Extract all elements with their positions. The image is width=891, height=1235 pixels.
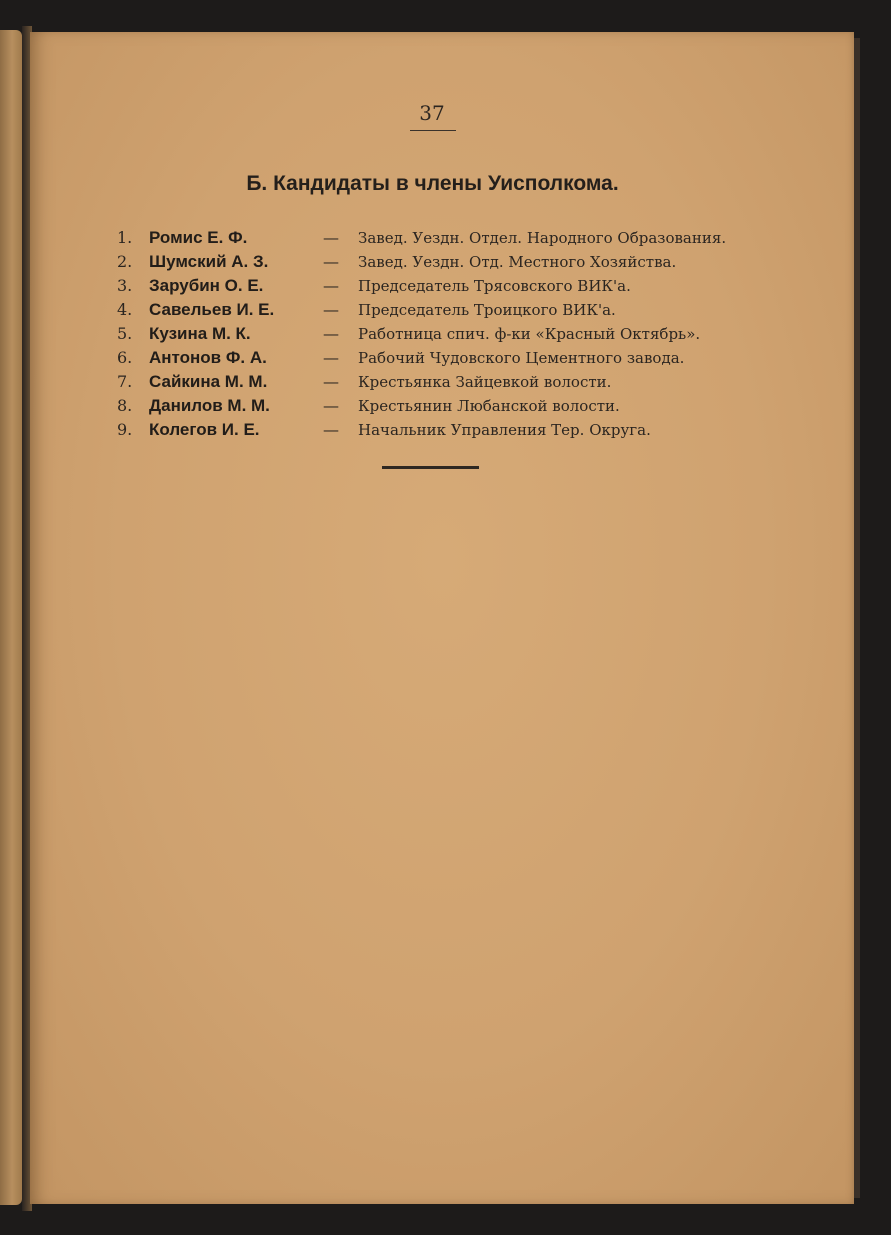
candidate-name: Антонов Ф. А. [149, 348, 267, 367]
candidate-position: Рабочий Чудовского Цементного завода. [358, 349, 685, 367]
list-item [117, 274, 767, 298]
separator-dash: — [323, 276, 339, 295]
item-number: 3. [117, 276, 133, 295]
candidate-position: Председатель Трясовского ВИК'а. [358, 277, 631, 295]
separator-dash: — [323, 348, 339, 367]
candidate-name: Савельев И. Е. [149, 300, 275, 319]
separator-dash: — [323, 228, 339, 247]
previous-page-edge [0, 30, 22, 1205]
candidate-position: Крестьянка Зайцевкой волости. [358, 373, 612, 391]
candidate-position: Работница спич. ф-ки «Красный Октябрь». [358, 325, 701, 343]
separator-dash: — [323, 420, 339, 439]
list-item [117, 298, 767, 322]
candidate-position: Завед. Уездн. Отдел. Народного Образования. [358, 229, 727, 247]
item-number: 2. [117, 252, 133, 271]
document-page [30, 32, 854, 1204]
list-item [117, 418, 767, 442]
item-number: 9. [117, 420, 133, 439]
section-heading: Б. Кандидаты в члены Уисполкома. [246, 172, 619, 195]
page-right-edge [854, 38, 860, 1198]
candidate-name: Данилов М. М. [149, 396, 270, 415]
item-number: 8. [117, 396, 133, 415]
candidate-position: Завед. Уездн. Отд. Местного Хозяйства. [358, 253, 677, 271]
separator-dash: — [323, 252, 339, 271]
list-item [117, 370, 767, 394]
candidate-name: Сайкина М. М. [149, 372, 268, 391]
list-item [117, 346, 767, 370]
list-item [117, 250, 767, 274]
candidate-position: Начальник Управления Тер. Округа. [358, 421, 651, 439]
page-number: 37 [419, 101, 445, 125]
candidate-list [117, 226, 767, 442]
separator-dash: — [323, 324, 339, 343]
candidate-name: Шумский А. З. [149, 252, 269, 271]
item-number: 7. [117, 372, 133, 391]
list-item [117, 394, 767, 418]
item-number: 4. [117, 300, 133, 319]
candidate-name: Зарубин О. Е. [149, 276, 264, 295]
separator-dash: — [323, 372, 339, 391]
separator-dash: — [323, 396, 339, 415]
item-number: 1. [117, 228, 133, 247]
item-number: 5. [117, 324, 133, 343]
item-number: 6. [117, 348, 133, 367]
candidate-name: Кузина М. К. [149, 324, 251, 343]
candidate-position: Председатель Троицкого ВИК'а. [358, 301, 616, 319]
candidate-name: Ромис Е. Ф. [149, 228, 248, 247]
candidate-name: Колегов И. Е. [149, 420, 260, 439]
list-item [117, 322, 767, 346]
candidate-position: Крестьянин Любанской волости. [358, 397, 620, 415]
closing-rule [382, 466, 479, 469]
list-item [117, 226, 767, 250]
page-number-rule [410, 130, 456, 131]
separator-dash: — [323, 300, 339, 319]
